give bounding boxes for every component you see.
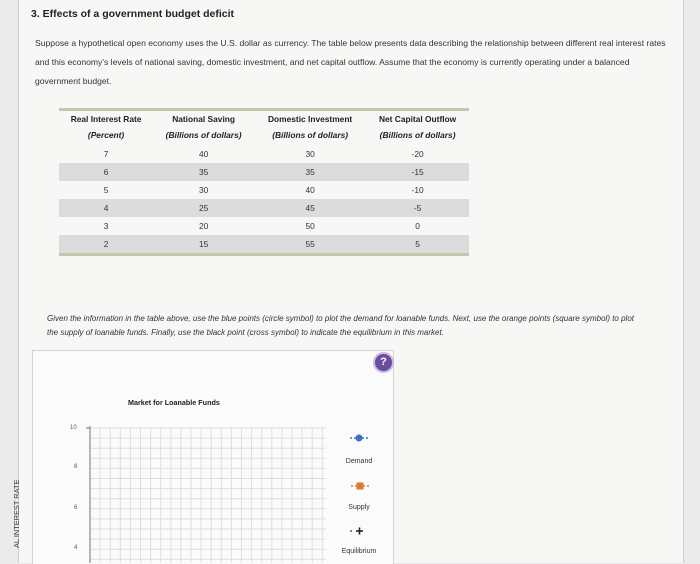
y-axis-label: AL INTEREST RATE (12, 479, 21, 548)
cell: 20 (198, 221, 209, 231)
col-sub-nco: (Billions of dollars) (379, 130, 456, 140)
col-sub-saving: (Billions of dollars) (165, 130, 242, 140)
cell: 2 (59, 235, 153, 253)
col-header-investment: Domestic Investment (267, 114, 353, 124)
y-tick-label: 8 (74, 464, 78, 470)
help-button[interactable]: ? (373, 352, 394, 373)
legend-equilibrium-label: Equilibrium (341, 548, 377, 555)
cell: 15 (153, 235, 254, 253)
cell: 6 (59, 163, 153, 181)
y-tick-label: 10 (70, 425, 77, 431)
cell: 7 (103, 149, 109, 159)
cell: 40 (305, 185, 315, 195)
instructions-text: Given the information in the table above, use the blue points (circle symbol) to plot the demand for loanable funds. Next, use the orange points (square symbol) to plot the supply of loanable funds. Finally, use the black point (cross symbol) to indicate the equilibrium in this market. (47, 314, 634, 337)
cell: 55 (254, 235, 366, 253)
question-heading: 3. Effects of a government budget deficit (31, 8, 235, 20)
cell: 35 (254, 163, 366, 181)
col-header-rate: Real Interest Rate (70, 114, 142, 124)
equilibrium-tool[interactable] (350, 528, 363, 535)
col-sub-investment: (Billions of dollars) (272, 130, 349, 140)
col-header-saving: National Saving (172, 114, 236, 124)
cell: 30 (305, 149, 315, 159)
cell: 0 (415, 221, 420, 231)
cell: 4 (59, 199, 153, 217)
circle-icon[interactable] (356, 435, 363, 442)
y-tick-label: 4 (74, 545, 78, 551)
supply-tool[interactable] (351, 483, 369, 490)
cell: -15 (366, 163, 469, 181)
cell: -10 (411, 185, 424, 195)
col-sub-rate: (Percent) (87, 130, 125, 140)
y-tick-label: 6 (74, 505, 78, 511)
cell: 5 (103, 185, 109, 195)
square-icon[interactable] (357, 483, 364, 490)
cell: 35 (153, 163, 254, 181)
col-header-nco: Net Capital Outflow (378, 114, 457, 124)
intro-paragraph: Suppose a hypothetical open economy uses the U.S. dollar as currency. The table below presents data describing the relationship between different real interest rates and this economy's levels of national saving, domestic investment, and net capital outflow. Assume that the economy is currently operating under a balanced government budget. (35, 38, 666, 86)
plot-grid (90, 428, 326, 563)
cell: 3 (103, 221, 109, 231)
legend-supply-label: Supply (348, 504, 370, 511)
cell: 30 (198, 185, 209, 195)
cell: 50 (305, 221, 315, 231)
demand-tool[interactable] (350, 435, 368, 442)
legend-demand-label: Demand (345, 458, 373, 465)
chart-title: Market for Loanable Funds (128, 398, 220, 407)
cell: 45 (254, 199, 366, 217)
cell: 25 (153, 199, 254, 217)
cell: -5 (366, 199, 469, 217)
cell: 5 (366, 235, 469, 253)
cell: -20 (411, 149, 424, 159)
cell: 40 (198, 149, 209, 159)
